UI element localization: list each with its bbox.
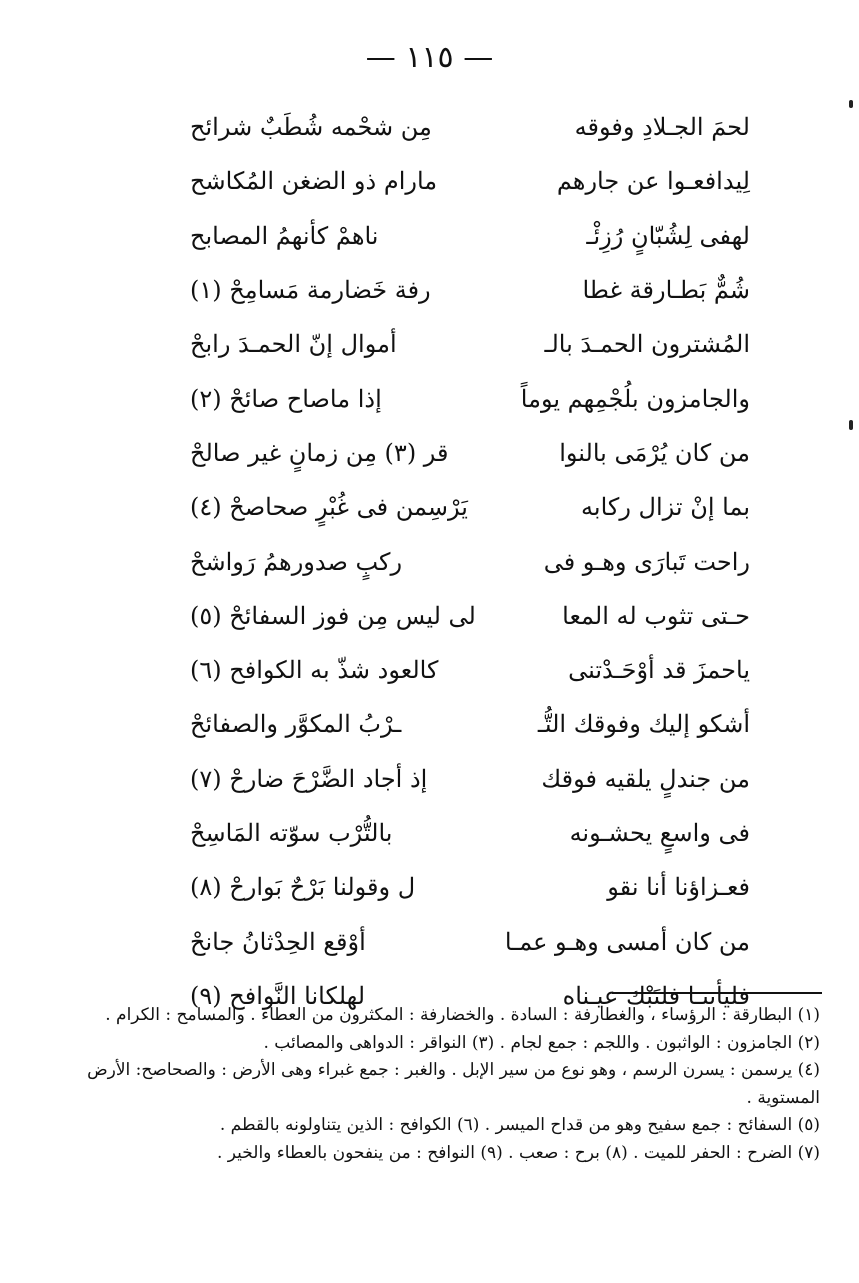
- margin-mark: [849, 100, 853, 108]
- verse-first-hemistich: من جندلٍ يلقيه فوقك: [541, 764, 750, 793]
- verse-second-hemistich: كالعود شذّ به الكوافح (٦): [190, 656, 439, 685]
- verse-second-hemistich: قر (٣) مِن زمانٍ غير صالحْ: [190, 438, 449, 467]
- verse-second-hemistich: ركبٍ صدورهمُ رَواشحْ: [190, 547, 403, 576]
- verse-second-hemistich: إذ أجاد الضَّرْحَ ضارحْ (٧): [190, 764, 428, 793]
- verse-first-hemistich: من كان أمسى وهـو عمـا: [504, 927, 750, 956]
- verse-first-hemistich: فعـزاؤنا أنا نقو: [607, 873, 750, 902]
- verse-second-hemistich: رفة خَضارمة مَسامِحْ (١): [190, 276, 431, 305]
- verse-first-hemistich: فليأتنـا فلتَبْك عيـناه: [562, 981, 750, 1010]
- page-number: — ١١٥ —: [365, 40, 494, 75]
- verse-first-hemistich: راحت تَبارَى وهـو فى: [543, 547, 750, 576]
- verse: [190, 154, 750, 208]
- verse-first-hemistich: المُشترون الحمـدَ بالـ: [544, 330, 750, 359]
- verse-second-hemistich: مارام ذو الضغن المُكاشح: [190, 167, 438, 196]
- verse-first-hemistich: من كان يُرْمَى بالنوا: [559, 438, 750, 467]
- verse: [190, 480, 750, 534]
- footnote-separator: [612, 992, 822, 994]
- verse-first-hemistich: ياحمزَ قد أوْحَـدْتنى: [568, 656, 750, 685]
- verse: [190, 860, 750, 914]
- verse: [190, 589, 750, 643]
- margin-mark: [849, 420, 853, 430]
- verse: [190, 643, 750, 697]
- verse-first-hemistich: لهفى لِشُبّانٍ رُزِئْـ: [586, 221, 750, 250]
- verse: [190, 914, 750, 968]
- footnote: (٧) الضرح : الحفر للميت . (٨) برح : صعب . (٩) النوافح : من ينفحون بالعطاء والخير .: [216, 1142, 820, 1163]
- verse: [190, 100, 750, 154]
- footnote: (٥) السفائح : جمع سفيح وهو من قداح الميسر . (٦) الكوافح : الذين يتناولونه بالقطم .: [219, 1115, 820, 1135]
- verse: [190, 752, 750, 806]
- verse: [190, 209, 750, 263]
- verse: [190, 263, 750, 317]
- verse-first-hemistich: لحمَ الجـلادِ وفوقه: [574, 113, 750, 142]
- verse-second-hemistich: لهلكانا النَّوافح (٩): [190, 981, 366, 1010]
- verse-second-hemistich: أموال إنّ الحمـدَ رابحْ: [190, 330, 397, 359]
- verse-second-hemistich: أوْقع الحِدْثانُ جانحْ: [190, 927, 366, 956]
- verse-second-hemistich: ل وقولنا بَرْحٌ بَوارحْ (٨): [190, 873, 416, 902]
- verse-first-hemistich: فى واسعٍ يحشـونه: [569, 819, 750, 847]
- verse: [190, 426, 750, 480]
- verse-first-hemistich: شُمٌّ بَطـارقة غطا: [582, 276, 750, 305]
- poem: [190, 100, 750, 1023]
- verse-second-hemistich: ـرْبُ المكوَّر والصفائحْ: [190, 710, 402, 739]
- verse-first-hemistich: والجامزون بلُجْمِهم يوماً: [520, 384, 750, 413]
- footnote: (٤) يرسمن : يسرن الرسم ، وهو نوع من سير الإبل . والغبر : جمع غبراء وهى الأرض : والصحاصح: الأرض المستوية .: [87, 1060, 820, 1108]
- verse-first-hemistich: بما إنْ تزال ركابه: [581, 493, 750, 522]
- verse-second-hemistich: إذا ماصاح صائحْ (٢): [190, 384, 382, 413]
- verse: [190, 534, 750, 588]
- verse-second-hemistich: لى ليس مِن فوز السفائحْ (٥): [190, 601, 476, 630]
- verse: [190, 806, 750, 860]
- verse-second-hemistich: مِن شحْمه شُطَبٌ شرائح: [190, 113, 432, 142]
- footnotes: [40, 1002, 820, 1167]
- verse-second-hemistich: ناهمْ كأنهمُ المصابح: [190, 221, 379, 250]
- footnote: (١) البطارقة : الرؤساء ، والغطارفة : السادة . والخضارفة : المكثرون من العطاء . والمسامح : الكرام .: [105, 1005, 820, 1025]
- verse-first-hemistich: لِيدافعـوا عن جارهم: [556, 167, 750, 196]
- verse-second-hemistich: يَرْسِمن فى غُبْرٍ صحاصحْ (٤): [190, 493, 468, 522]
- verse-first-hemistich: أشكو إليك وفوقك التُّـ: [537, 710, 750, 739]
- verse: [190, 697, 750, 751]
- footnote: (٢) الجامزون : الواثبون . واللجم : جمع لجام . (٣) النواقر : الدواهى والمصائب .: [263, 1032, 820, 1053]
- verse-second-hemistich: بالتُّرْب سوّته المَاسِحْ: [190, 819, 393, 847]
- verse: [190, 317, 750, 371]
- verse-first-hemistich: حـتى تثوب له المعا: [562, 601, 750, 630]
- verse: [190, 371, 750, 425]
